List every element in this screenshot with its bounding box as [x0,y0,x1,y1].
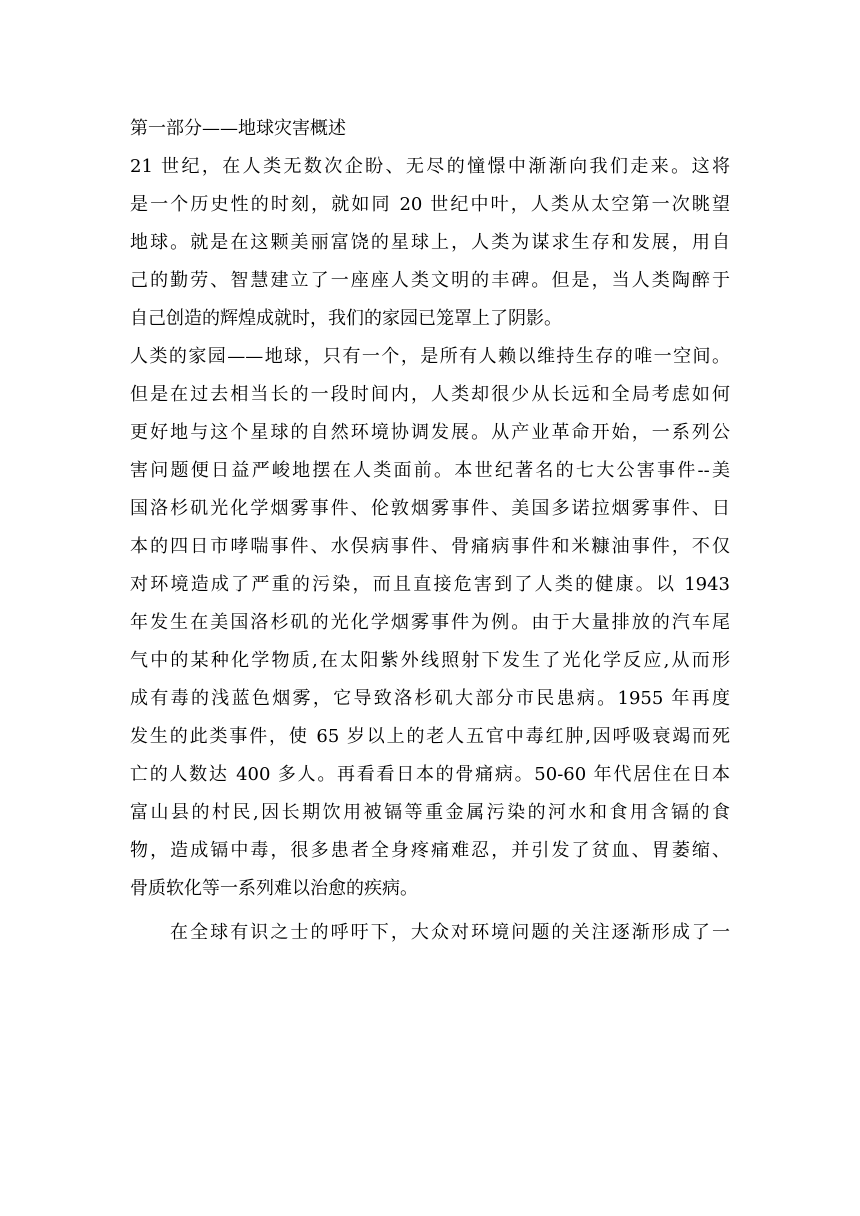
text-line: 害问题便日益严峻地摆在人类面前。本世纪著名的七大公害事件--美 [130,460,730,481]
text-line: 己的勤劳、智慧建立了一座座人类文明的丰碑。但是，当人类陶醉于 [130,270,730,291]
text-line: 更好地与这个星球的自然环境协调发展。从产业革命开始，一系列公 [130,422,730,443]
text-line: 但是在过去相当长的一段时间内，人类却很少从长远和全局考虑如何 [130,384,730,405]
text-line: 成有毒的浅蓝色烟雾，它导致洛杉矶大部分市民患病。1955 年再度 [130,688,730,709]
text-line: 是一个历史性的时刻，就如同 20 世纪中叶，人类从太空第一次眺望 [130,194,730,215]
text-line: 发生的此类事件，使 65 岁以上的老人五官中毒红肿,因呼吸衰竭而死 [130,726,730,747]
text-line: 物，造成镉中毒，很多患者全身疼痛难忍，并引发了贫血、胃萎缩、 [130,840,730,861]
text-line: 地球。就是在这颗美丽富饶的星球上，人类为谋求生存和发展，用自 [130,232,730,253]
text-line: 国洛杉矶光化学烟雾事件、伦敦烟雾事件、美国多诺拉烟雾事件、日 [130,498,730,519]
text-line: 在全球有识之士的呼吁下，大众对环境问题的关注逐渐形成了一 [170,922,730,943]
paragraph-2 [130,338,730,908]
text-line: 富山县的村民,因长期饮用被镉等重金属污染的河水和食用含镉的食 [130,802,730,823]
text-line: 本的四日市哮喘事件、水俣病事件、骨痛病事件和米糠油事件，不仅 [130,536,730,557]
text-line: 骨质软化等一系列难以治愈的疾病。 [130,878,418,899]
section-title: 第一部分——地球灾害概述 [130,118,346,139]
text-line: 亡的人数达 400 多人。再看看日本的骨痛病。50-60 年代居住在日本 [130,764,730,785]
text-line: 气中的某种化学物质,在太阳紫外线照射下发生了光化学反应,从而形 [130,650,730,671]
text-line: 对环境造成了严重的污染，而且直接危害到了人类的健康。以 1943 [130,574,730,595]
text-line: 人类的家园——地球，只有一个，是所有人赖以维持生存的唯一空间。 [130,346,730,367]
document-page [130,110,730,952]
text-line: 21 世纪，在人类无数次企盼、无尽的憧憬中渐渐向我们走来。这将 [130,156,730,177]
paragraph-1 [130,148,730,338]
text-line: 年发生在美国洛杉矶的光化学烟雾事件为例。由于大量排放的汽车尾 [130,612,730,633]
text-line: 自己创造的辉煌成就时，我们的家园已笼罩上了阴影。 [130,308,562,329]
paragraph-3 [130,914,730,952]
